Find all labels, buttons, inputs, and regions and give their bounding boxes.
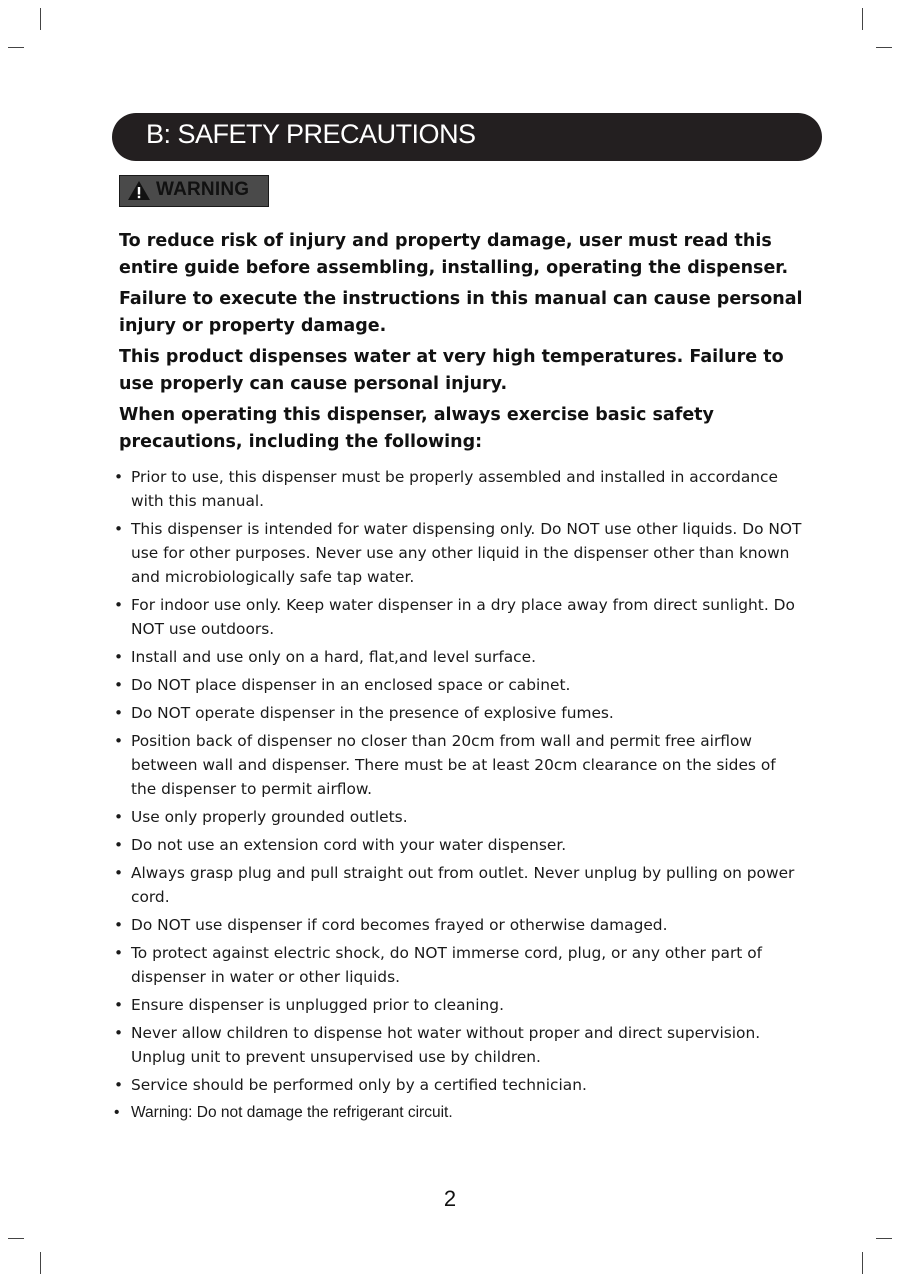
list-item xyxy=(114,805,804,829)
bullet-icon: • xyxy=(114,704,124,722)
list-item-text: Position back of dispenser no closer than 20cm from wall and permit free airflow between wall and dispenser. There must be at least 20cm clearance on the sides of the dispenser to permit airflow. xyxy=(131,732,776,798)
intro-paragraphs xyxy=(119,228,809,460)
bullet-icon: • xyxy=(114,676,124,694)
list-item xyxy=(114,1021,804,1069)
list-item-text: Do NOT operate dispenser in the presence of explosive fumes. xyxy=(131,704,614,722)
list-item-text: Prior to use, this dispenser must be properly assembled and installed in accordance with this manual. xyxy=(131,468,778,510)
list-item-text: Ensure dispenser is unplugged prior to cleaning. xyxy=(131,996,504,1014)
list-item xyxy=(114,861,804,909)
safety-bullet-list xyxy=(114,465,804,1129)
list-item-text: Do not use an extension cord with your water dispenser. xyxy=(131,836,567,854)
intro-paragraph: When operating this dispenser, always exercise basic safety precautions, including the following: xyxy=(119,405,714,452)
section-title: B: SAFETY PRECAUTIONS xyxy=(146,119,476,149)
list-item xyxy=(114,1073,804,1097)
list-item xyxy=(114,673,804,697)
section-header-banner xyxy=(112,113,822,161)
crop-mark xyxy=(8,1238,24,1239)
list-item xyxy=(114,729,804,801)
intro-paragraph: To reduce risk of injury and property damage, user must read this entire guide before assembling, installing, operating the dispenser. xyxy=(119,231,789,278)
crop-mark xyxy=(862,1252,863,1274)
list-item-text: To protect against electric shock, do NOT immerse cord, plug, or any other part of dispenser in water or other liquids. xyxy=(131,944,763,986)
crop-mark xyxy=(8,47,24,48)
bullet-icon: • xyxy=(114,996,124,1014)
list-item-text: Use only properly grounded outlets. xyxy=(131,808,408,826)
intro-paragraph: This product dispenses water at very high temperatures. Failure to use properly can cause personal injury. xyxy=(119,347,784,394)
list-item-text: Warning: Do not damage the refrigerant circuit. xyxy=(131,1104,453,1121)
intro-paragraph: Failure to execute the instructions in this manual can cause personal injury or property damage. xyxy=(119,289,803,336)
crop-mark xyxy=(40,8,41,30)
list-item-text: Do NOT place dispenser in an enclosed space or cabinet. xyxy=(131,676,571,694)
list-item-text: For indoor use only. Keep water dispenser in a dry place away from direct sunlight. Do NOT use outdoors. xyxy=(131,596,795,638)
bullet-icon: • xyxy=(114,944,124,962)
list-item xyxy=(114,913,804,937)
list-item-text: Install and use only on a hard, flat,and level surface. xyxy=(131,648,536,666)
warning-label xyxy=(119,175,269,207)
list-item xyxy=(114,645,804,669)
bullet-icon: • xyxy=(114,596,124,614)
warning-text: WARNING xyxy=(156,179,250,200)
bullet-icon: • xyxy=(114,732,124,750)
page-number: 2 xyxy=(443,1186,457,1211)
bullet-icon: • xyxy=(114,916,124,934)
list-item-text: This dispenser is intended for water dispensing only. Do NOT use other liquids. Do NOT use for other purposes. Never use any other liquid in the dispenser other than known and microbiologically safe tap water. xyxy=(131,520,802,586)
list-item xyxy=(114,1101,804,1125)
bullet-icon: • xyxy=(114,836,124,854)
warning-triangle-icon xyxy=(127,180,151,201)
crop-mark xyxy=(862,8,863,30)
bullet-icon: • xyxy=(114,808,124,826)
bullet-icon: • xyxy=(114,864,124,882)
list-item-text: Never allow children to dispense hot water without proper and direct supervision. Unplug unit to prevent unsupervised use by children. xyxy=(131,1024,761,1066)
crop-mark xyxy=(876,1238,892,1239)
list-item-text: Always grasp plug and pull straight out from outlet. Never unplug by pulling on power cord. xyxy=(131,864,795,906)
list-item xyxy=(114,941,804,989)
list-item-text: Do NOT use dispenser if cord becomes frayed or otherwise damaged. xyxy=(131,916,668,934)
bullet-icon: • xyxy=(114,1024,124,1042)
list-item xyxy=(114,993,804,1017)
bullet-icon: • xyxy=(114,648,124,666)
bullet-icon: • xyxy=(114,1104,120,1121)
crop-mark xyxy=(40,1252,41,1274)
crop-mark xyxy=(876,47,892,48)
bullet-icon: • xyxy=(114,468,124,486)
bullet-icon: • xyxy=(114,520,124,538)
list-item xyxy=(114,465,804,513)
list-item xyxy=(114,701,804,725)
list-item-text: Service should be performed only by a certified technician. xyxy=(131,1076,587,1094)
bullet-icon: • xyxy=(114,1076,124,1094)
list-item xyxy=(114,593,804,641)
list-item xyxy=(114,833,804,857)
list-item xyxy=(114,517,804,589)
